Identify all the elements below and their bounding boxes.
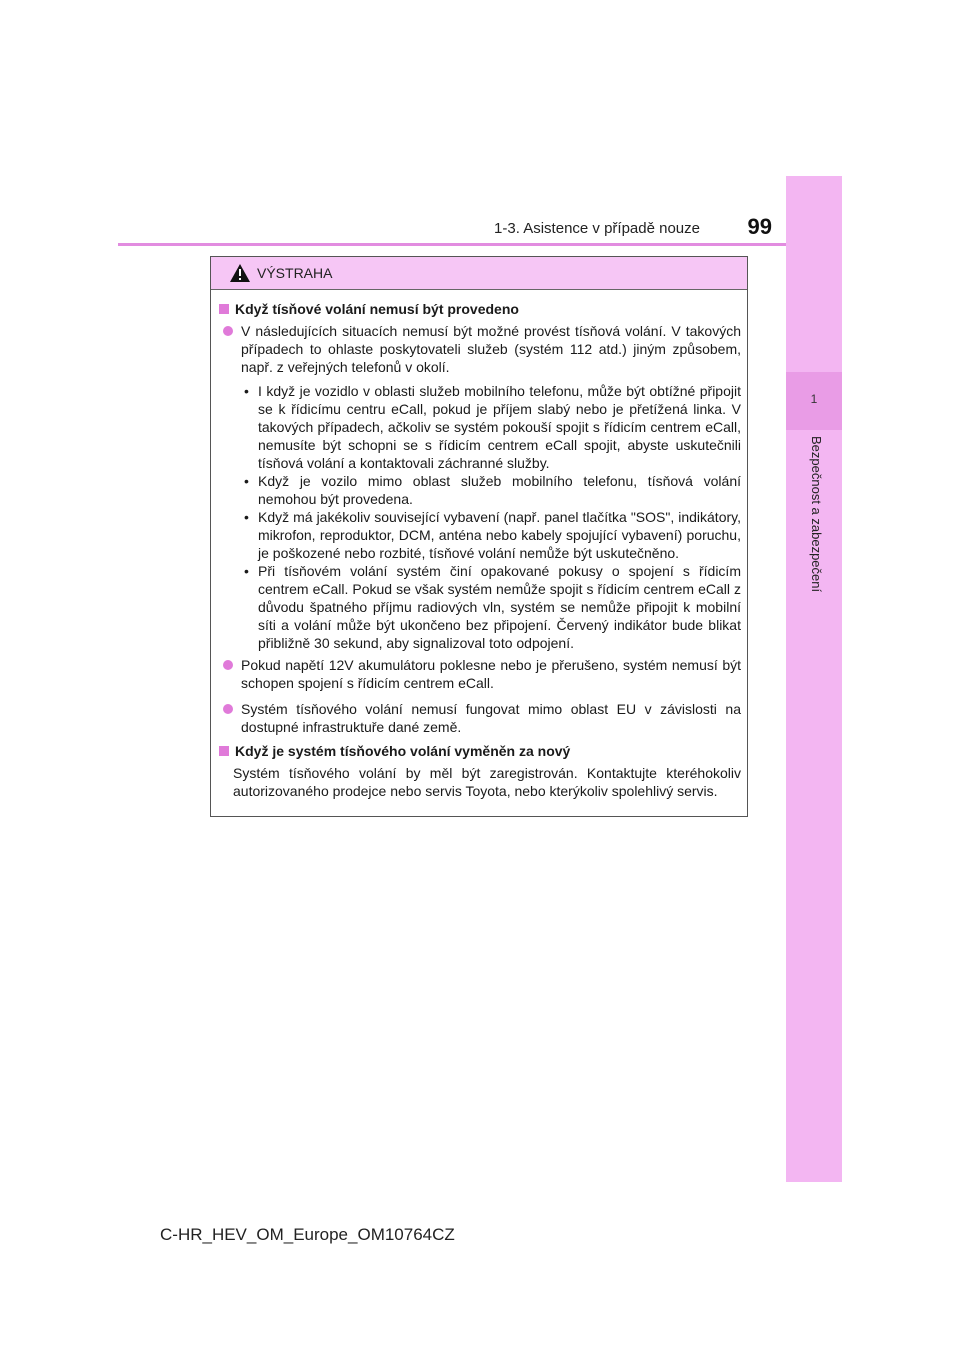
chapter-title: Bezpečnost a zabezpečení <box>809 436 824 593</box>
sub-bullet-mark: • <box>244 509 249 525</box>
section-heading <box>219 742 741 760</box>
list-item <box>219 656 741 692</box>
bullet-dot-icon <box>223 660 233 670</box>
warning-body <box>211 290 747 800</box>
side-tab <box>786 176 842 1182</box>
warning-label: VÝSTRAHA <box>257 265 333 281</box>
bullet-text: V následujících situacích nemusí být možné provést tísňová volání. V takových případech to ohlaste poskytovateli služeb (systém 112 atd.) jiným způsobem, např. z veřejných telefonů v okolí. <box>241 323 741 375</box>
sub-list <box>241 382 741 652</box>
section-text: Systém tísňového volání by měl být zaregistrován. Kontaktujte kteréhokoliv autorizovaného prodejce nebo servis Toyota, nebo kterýkoliv spolehlivý servis. <box>233 765 741 799</box>
sub-item <box>241 508 741 562</box>
list-item <box>219 322 741 376</box>
chapter-title-container <box>788 436 840 656</box>
section-square-icon <box>219 746 229 756</box>
chapter-number: 1 <box>810 392 818 406</box>
sub-bullet-mark: • <box>244 473 249 489</box>
section-square-icon <box>219 304 229 314</box>
list-item <box>219 700 741 736</box>
section-heading <box>219 300 741 318</box>
warning-box <box>210 256 748 817</box>
sub-bullet-mark: • <box>244 563 249 579</box>
sub-item-text: Když je vozilo mimo oblast služeb mobilního telefonu, tísňová volání nemohou být provedena. <box>258 473 741 507</box>
bullet-text: Systém tísňového volání nemusí fungovat mimo oblast EU v závislosti na dostupné infrastruktuře dané země. <box>241 701 741 735</box>
sub-item-text: Při tísňovém volání systém činí opakované pokusy o spojení s řídicím centrem eCall. Pokud se však systém nemůže spojit s řídicím centrem eCall z důvodu špatného příjmu radiových vln, systém se nemůže připojit k mobilní síti a volání může být ukončeno bez připojení. Červený indikátor bude blikat přibližně 30 sekund, aby signalizoval toto odpojení. <box>258 563 741 651</box>
header-rule <box>118 243 786 246</box>
section-title: Když tísňové volání nemusí být provedeno <box>235 301 519 317</box>
warning-header <box>211 257 747 290</box>
sub-bullet-mark: • <box>244 383 249 399</box>
bullet-text: Pokud napětí 12V akumulátoru poklesne nebo je přerušeno, systém nemusí být schopen spojení s řídicím centrem eCall. <box>241 657 741 691</box>
bullet-dot-icon <box>223 326 233 336</box>
section-header: 1-3. Asistence v případě nouze <box>494 220 700 237</box>
section-title: Když je systém tísňového volání vyměněn za nový <box>235 743 571 759</box>
warning-triangle-icon <box>229 263 251 283</box>
sub-item-text: I když je vozidlo v oblasti služeb mobilního telefonu, může být obtížné připojit se k řídicímu centru eCall, pokud je příjem slabý nebo je přetížená linka. V takových případech, ačkoliv se systém pokouší spojit s řídicím centrem eCall, nemusíte být schopni se s řídicím centrem eCall spojit, abyste uskutečnili tísňová volání a kontaktovali záchranné služby. <box>258 383 741 471</box>
page-number: 99 <box>747 214 772 239</box>
bullet-dot-icon <box>223 704 233 714</box>
sub-item <box>241 562 741 652</box>
sub-item-text: Když má jakékoliv související vybavení (např. panel tlačítka "SOS", indikátory, mikrofon, reproduktor, DCM, anténa nebo kabely spojující vybavení) poruchu, je poškozené nebo rozbité, tísňové volání nemůže být uskutečněno. <box>258 509 741 561</box>
footer-doc-code: C-HR_HEV_OM_Europe_OM10764CZ <box>160 1225 455 1244</box>
sub-item <box>241 472 741 508</box>
sub-item <box>241 382 741 472</box>
